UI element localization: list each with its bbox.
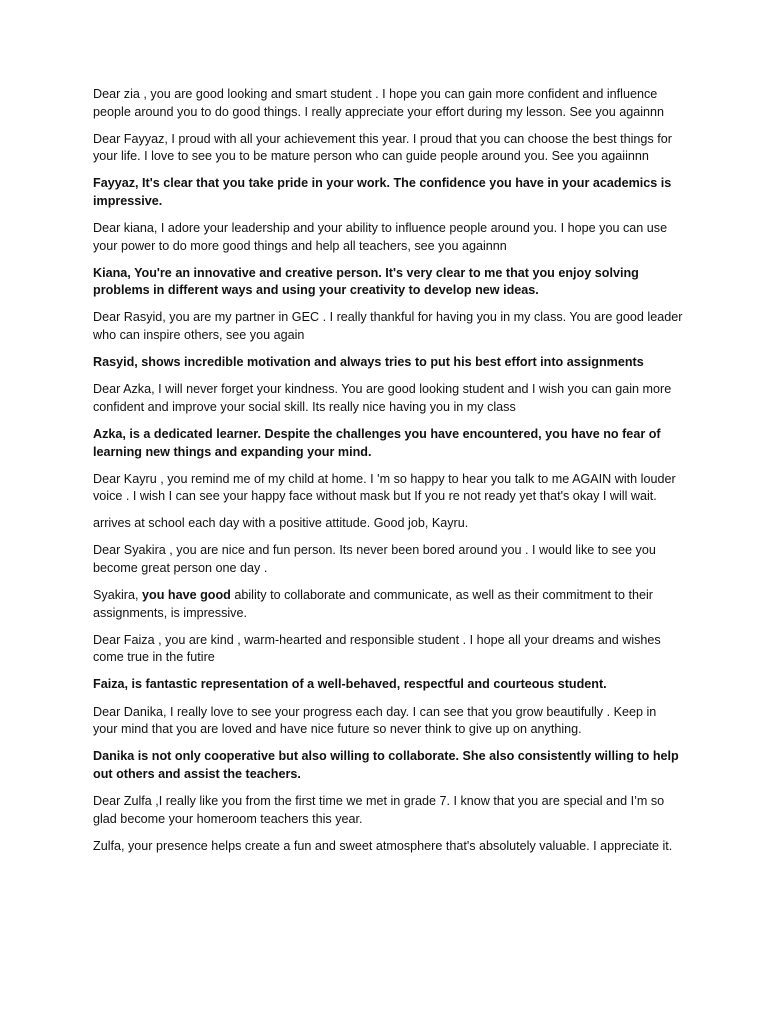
comment-syakira-suffix: ability to collaborate and communicate, as well as their commitment to their assignments, is impressive.	[93, 588, 653, 620]
message-faiza: Dear Faiza , you are kind , warm-hearted and responsible student . I hope all your dreams and wishes come true in the futire	[93, 632, 661, 665]
comment-fayyaz: Fayyaz, It's clear that you take pride in your work. The confidence you have in your academics is impressive.	[93, 176, 672, 208]
message-rasyid: Dear Rasyid, you are my partner in GEC . I really thankful for having you in my class. You are good leader who can inspire others, see you again	[93, 310, 683, 343]
message-danika: Dear Danika, I really love to see your progress each day. I can see that you grow beautifully . Keep in your mind that you are loved and have nice future so never think to give up on anything.	[93, 704, 657, 737]
comment-azka: Azka, is a dedicated learner. Despite the challenges you have encountered, you have no fear of learning new things and expanding your mind.	[93, 426, 661, 459]
comment-syakira-prefix: Syakira,	[93, 588, 142, 603]
message-kayru: Dear Kayru , you remind me of my child at home. I 'm so happy to hear you talk to me AGAIN with louder voice . I wish I can see your happy face without mask but If you re not ready yet that's okay I will wait.	[93, 471, 676, 504]
message-zulfa: Dear Zulfa ,I really like you from the first time we met in grade 7. I know that you are special and I’m so glad become your homeroom teachers this year.	[93, 793, 665, 826]
comment-syakira-bold: you have good	[142, 588, 231, 603]
comment-kayru: arrives at school each day with a positive attitude. Good job, Kayru.	[93, 516, 469, 531]
comment-danika: Danika is not only cooperative but also willing to collaborate. She also consistently willing to help out others and assist the teachers.	[93, 749, 679, 781]
comment-kiana: Kiana, You're an innovative and creative person. It's very clear to me that you enjoy solving problems in different ways and using your creativity to develop new ideas.	[93, 265, 639, 298]
message-syakira: Dear Syakira , you are nice and fun person. Its never been bored around you . I would like to see you become great person one day .	[93, 543, 656, 575]
message-azka: Dear Azka, I will never forget your kindness. You are good looking student and I wish you can gain more confident and improve your social skill. Its really nice having you in my class	[93, 382, 672, 414]
message-kiana: Dear kiana, I adore your leadership and your ability to influence people around you. I hope you can use your power to do more good things and help all teachers, see you againnn	[93, 221, 668, 253]
message-fayyaz: Dear Fayyaz, I proud with all your achievement this year. I proud that you can choose the best things for your life. I love to see you to be mature person who can guide people around you. See you agaiinnn	[93, 131, 672, 164]
comment-syakira	[93, 587, 683, 622]
comment-rasyid: Rasyid, shows incredible motivation and always tries to put his best effort into assignments	[93, 355, 644, 370]
document-body	[93, 86, 683, 865]
comment-faiza: Faiza, is fantastic representation of a well-behaved, respectful and courteous student.	[93, 677, 607, 692]
comment-zulfa: Zulfa, your presence helps create a fun and sweet atmosphere that's absolutely valuable. I appreciate it.	[93, 838, 673, 853]
message-zia: Dear zia , you are good looking and smart student . I hope you can gain more confident and influence people around you to do good things. I really appreciate your effort during my lesson. See you againnn	[93, 87, 665, 119]
